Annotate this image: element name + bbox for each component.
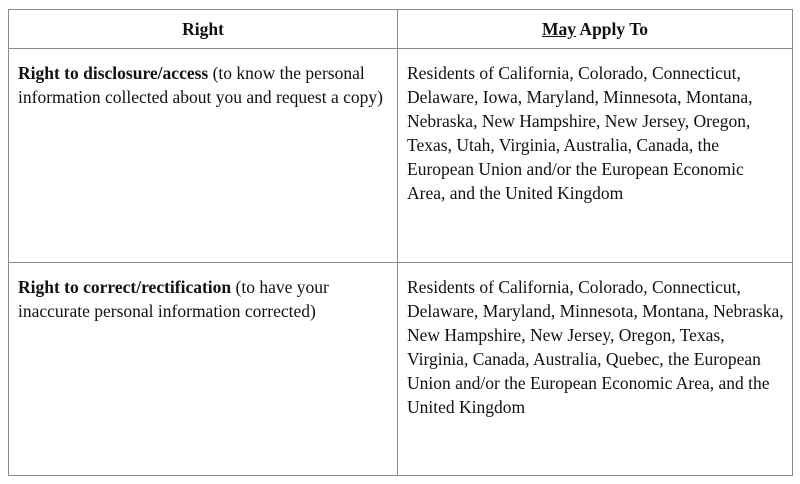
header-right-label: Right [182,18,224,39]
applies-to-cell [398,262,793,476]
right-cell [9,49,398,263]
rights-table [8,9,793,476]
header-may-label: May [541,18,577,39]
right-cell [9,262,398,476]
applies-to-text: Residents of California, Colorado, Connecticut, Delaware, Iowa, Maryland, Minnesota, Montana, Nebraska, New Hampshire, New Jersey, Oregon, Texas, Utah, Virginia, Australia, Canada, the European Union and/or the European Economic Area, and the United Kingdom [407,63,753,203]
table-row [9,49,793,263]
header-may-apply-to [398,10,793,49]
applies-to-cell [398,49,793,263]
table-row [9,262,793,476]
applies-to-text: Residents of California, Colorado, Connecticut, Delaware, Maryland, Minnesota, Montana, Nebraska, New Hampshire, New Jersey, Oregon, Texas, Virginia, Canada, Australia, Quebec, the European Union and/or the European Economic Area, and the United Kingdom [407,276,784,417]
right-name: Right to disclosure/access [18,63,209,83]
right-description: (to know the personal information collected about you and request a copy) [18,63,383,107]
rights-table-container [8,9,792,476]
right-description: (to have your inaccurate personal information corrected) [18,276,329,321]
header-right [9,10,398,49]
table-header-row [9,10,793,49]
right-name: Right to correct/rectification [18,276,232,297]
header-apply-to-label: Apply To [576,18,649,39]
